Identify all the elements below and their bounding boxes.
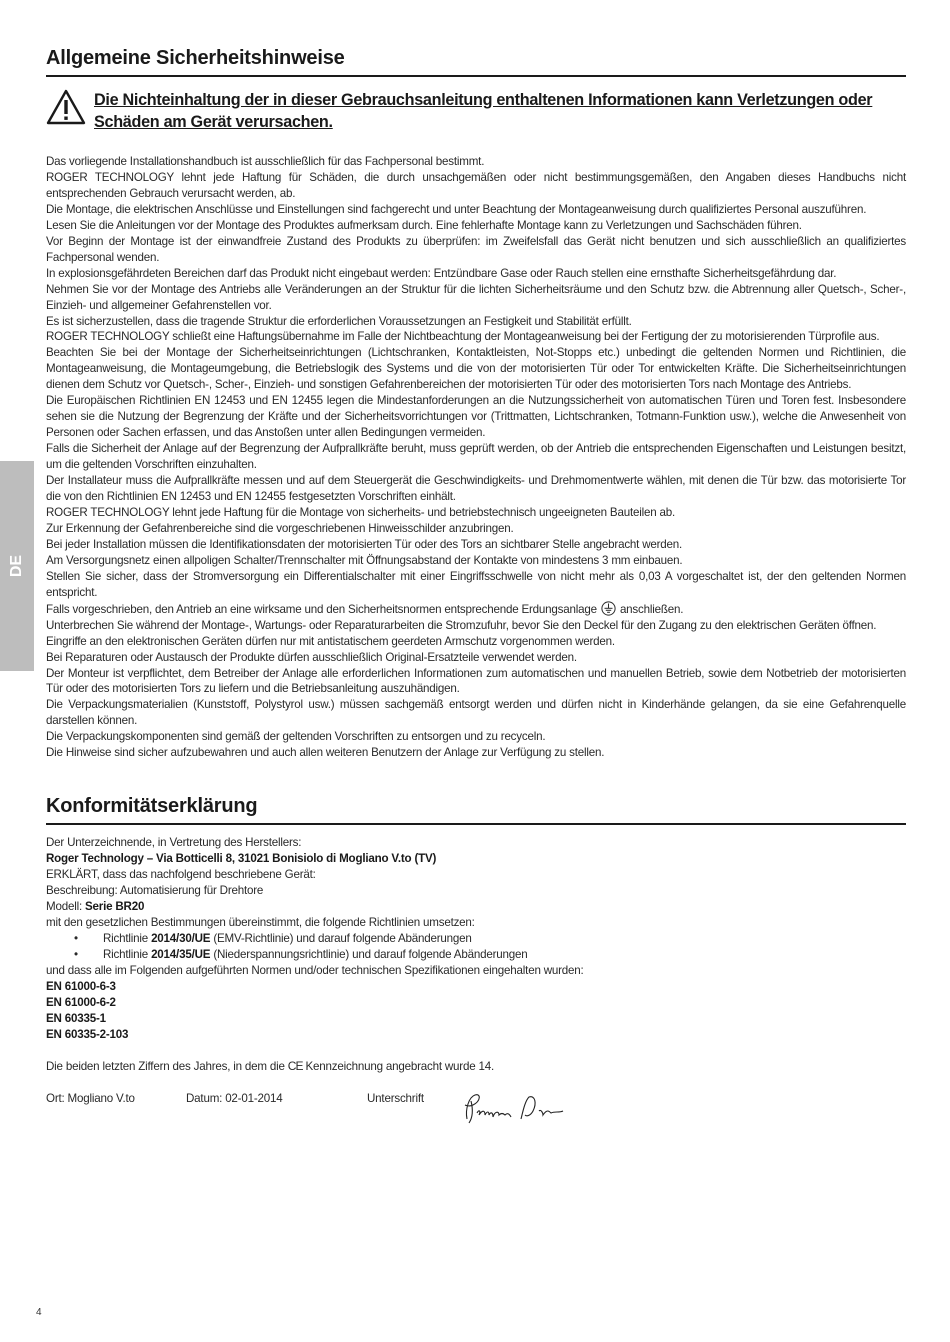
declaration-statement: ERKLÄRT, dass das nachfolgend beschriebene Gerät: [46,868,316,882]
standard-item: EN 60335-1 [46,1011,106,1025]
standard-item: EN 60335-2-103 [46,1027,129,1041]
bullet: • [74,931,78,945]
ce-mark-icon: CE [287,1058,303,1073]
place: Ort: Mogliano V.to [46,1091,135,1105]
directive-code: 2014/30/UE [151,931,211,945]
model-value: Serie BR20 [85,900,145,914]
safety-paragraph: Nehmen Sie vor der Montage des Antriebs alle Veränderungen an der Struktur für die lichten Sicherheitsräume und den Schutz bzw. die Abtrennung aller Quetsch-, Scher-, Einzieh- und allgemeiner Gefahrenstellen vor. [46,282,906,312]
warning-box [46,89,906,133]
safety-paragraph: ROGER TECHNOLOGY lehnt jede Haftung für die Montage von sicherheits- und betriebstechnisch ungeeigneten Bauteilen ab. [46,505,676,519]
warning-text: Die Nichteinhaltung der in dieser Gebrauchsanleitung enthaltenen Informationen kann Verletzungen oder Schäden am Gerät verursachen. [94,91,873,131]
language-tab [0,461,34,671]
safety-paragraph: Falls die Sicherheit der Anlage auf der Begrenzung der Aufprallkräfte beruht, muss geprüft werden, ob der Antrieb die entsprechenden Eigenschaften und Leistungen besitzt, um die geltenden Vorschriften einzuhalten. [46,442,906,472]
grounding-text-end: anschließen. [619,602,684,616]
safety-paragraph: ROGER TECHNOLOGY schließt eine Haftungsübernahme im Falle der Nichtbeachtung der Montageanweisung bei der Fertigung der zu motorisierenden Türprofile aus. [46,330,880,344]
safety-paragraph: Unterbrechen Sie während der Montage-, Wartungs- oder Reparaturarbeiten die Stromzufuhr, bevor Sie den Deckel für den Zugang zu den elektrischen Geräten öffnen. [46,618,877,632]
manufacturer: Roger Technology – Via Botticelli 8, 31021 Bonisiolo di Mogliano V.to (TV) [46,852,437,866]
page-content [46,47,906,1131]
model-label: Modell: [46,900,85,914]
section-title-conformity: Konformitätserklärung [46,795,906,825]
safety-paragraph: Zur Erkennung der Gefahrenbereiche sind die vorgeschriebenen Hinweisschilder anzubringen. [46,521,514,535]
safety-paragraph: Beachten Sie bei der Montage der Sicherheitseinrichtungen (Lichtschranken, Kontaktleisten, Not-Stopps etc.) unbedingt die geltenden Normen und Richtlinien, die Montageanweisung, die Montageumgebung, die Betriebslogik des Systems und die von der motorisierten Tür oder Tor entwickelten Kräfte. Die Sicherheitseinrichtungen dienen dem Schutz vor Quetsch-, Scher-, Einzieh- und sonstigen Gefahrenbereichen der motorisierten Tür oder des motorisierten Tors nach Montage des Antriebs. [46,346,906,392]
safety-paragraph: Die Verpackungskomponenten sind gemäß der geltenden Vorschriften zu entsorgen und zu recyceln. [46,730,546,744]
language-tab-label: DE [8,554,25,578]
signature-label: Unterschrift [367,1091,424,1105]
bullet: • [74,947,78,961]
directive-item: • Richtlinie 2014/35/UE (Niederspannungsrichtlinie) und darauf folgende Abänderungen [74,947,528,961]
safety-paragraph: Vor Beginn der Montage ist der einwandfreie Zustand des Produkts zu überprüfen: im Zweifelsfall das Gerät nicht benutzen und sich ausschließlich an qualifiziertes Fachpersonal wenden. [46,234,906,264]
safety-paragraph: Stellen Sie sicher, dass der Stromversorgung ein Differentialschalter mit einer Eingriffsschwelle von nicht mehr als 0,03 A vorgeschaltet ist, der den geltenden Normen entspricht. [46,569,906,599]
safety-paragraph: Bei Reparaturen oder Austausch der Produkte dürfen ausschließlich Original-Ersatzteile verwendet werden. [46,650,577,664]
grounding-paragraph [46,601,906,618]
handwritten-signature-icon [459,1091,569,1127]
safety-paragraph: In explosionsgefährdeten Bereichen darf das Produkt nicht eingebaut werden: Entzündbare Gase oder Rauch stellen eine ernsthafte Sicherheitsgefährdung dar. [46,266,837,280]
safety-paragraph: Die Europäischen Richtlinien EN 12453 und EN 12455 legen die Mindestanforderungen an die Nutzungssicherheit von automatischen Türen und Toren fest. Insbesondere sehen sie die Nutzung der Begrenzung der Kräfte und der Sicherheitsvorrichtungen vor (Trittmatten, Lichtschranken, Totmann-Funktion usw.), welche die Anwesenheit von Personen oder Sachen erfassen, und das Anstoßen unter allen Bedingungen vermeiden. [46,394,906,440]
declaration-intro: Der Unterzeichnende, in Vertretung des Herstellers: [46,836,302,850]
warning-triangle-icon [46,89,86,125]
signature-row [46,1091,906,1131]
safety-paragraph: Die Hinweise sind sicher aufzubewahren und auch allen weiteren Benutzern der Anlage zur Verfügung zu stellen. [46,746,605,760]
date: Datum: 02-01-2014 [186,1091,283,1105]
safety-paragraph: Bei jeder Installation müssen die Identifikationsdaten der motorisierten Tür oder des Tors an sichtbarer Stelle angebracht werden. [46,537,683,551]
standards-intro: und dass alle im Folgenden aufgeführten Normen und/oder technischen Spezifikationen eingehalten wurden: [46,963,584,977]
safety-instructions [46,154,906,761]
safety-paragraph: ROGER TECHNOLOGY lehnt jede Haftung für Schäden, die durch unsachgemäßen oder nicht bestimmungsgemäßen, den Angaben dieses Handbuchs nicht entsprechenden Gebrauch verursacht werden, ab. [46,170,906,200]
ground-symbol-icon [601,601,616,616]
standard-item: EN 61000-6-2 [46,995,116,1009]
section-title-safety: Allgemeine Sicherheitshinweise [46,47,906,77]
ce-marking-line: Die beiden letzten Ziffern des Jahres, in dem die CE Kennzeichnung angebracht wurde 14. [46,1058,494,1073]
safety-paragraph: Lesen Sie die Anleitungen vor der Montage des Produktes aufmerksam durch. Eine fehlerhafte Montage kann zu Verletzungen und Sachschäden führen. [46,218,802,232]
safety-paragraph: Am Versorgungsnetz einen allpoligen Schalter/Trennschalter mit Öffnungsabstand der Kontakte von mindestens 3 mm einbauen. [46,553,683,567]
compliance-text: mit den gesetzlichen Bestimmungen übereinstimmt, die folgende Richtlinien umsetzen: [46,915,475,929]
directive-item: • Richtlinie 2014/30/UE (EMV-Richtlinie) und darauf folgende Abänderungen [74,931,472,945]
safety-paragraph: Eingriffe an den elektronischen Geräten dürfen nur mit antistatischem geerdeten Armschutz vorgenommen werden. [46,634,615,648]
model-line [46,899,906,915]
safety-paragraph: Es ist sicherzustellen, dass die tragende Struktur die erforderlichen Voraussetzungen an Festigkeit und Stabilität erfüllt. [46,314,632,328]
declaration [46,835,906,1130]
directive-code: 2014/35/UE [151,947,211,961]
safety-paragraph: Die Montage, die elektrischen Anschlüsse und Einstellungen sind fachgerecht und unter Beachtung der Montageanweisung durch qualifiziertes Personal auszuführen. [46,202,867,216]
safety-paragraph: Das vorliegende Installationshandbuch ist ausschließlich für das Fachpersonal bestimmt. [46,155,485,168]
safety-paragraph: Der Monteur ist verpflichtet, dem Betreiber der Anlage alle erforderlichen Informationen zum automatischen und manuellen Betrieb, sowie dem Notbetrieb der motorisierten Tür oder des motorisierten Tors zu liefern und die Betriebsanleitung auszuhändigen. [46,666,906,696]
safety-paragraph: Die Verpackungsmaterialien (Kunststoff, Polystyrol usw.) müssen sachgemäß entsorgt werden und dürfen nicht in Kinderhände gelangen, da sie eine Gefahrenquelle darstellen können. [46,698,906,728]
standard-item: EN 61000-6-3 [46,979,116,993]
grounding-text: Falls vorgeschrieben, den Antrieb an eine wirksame und den Sicherheitsnormen entsprechende Erdungsanlage [46,602,597,616]
page-number: 4 [36,1307,42,1318]
product-description: Beschreibung: Automatisierung für Drehtore [46,884,264,898]
safety-paragraph: Der Installateur muss die Aufprallkräfte messen und auf dem Steuergerät die Geschwindigkeits- und Drehmomentwerte wählen, mit denen die Tür bzw. das motorisierte Tor die von den Richtlinien EN 12453 und EN 12455 festgesetzten Vorschriften einhält. [46,474,906,504]
